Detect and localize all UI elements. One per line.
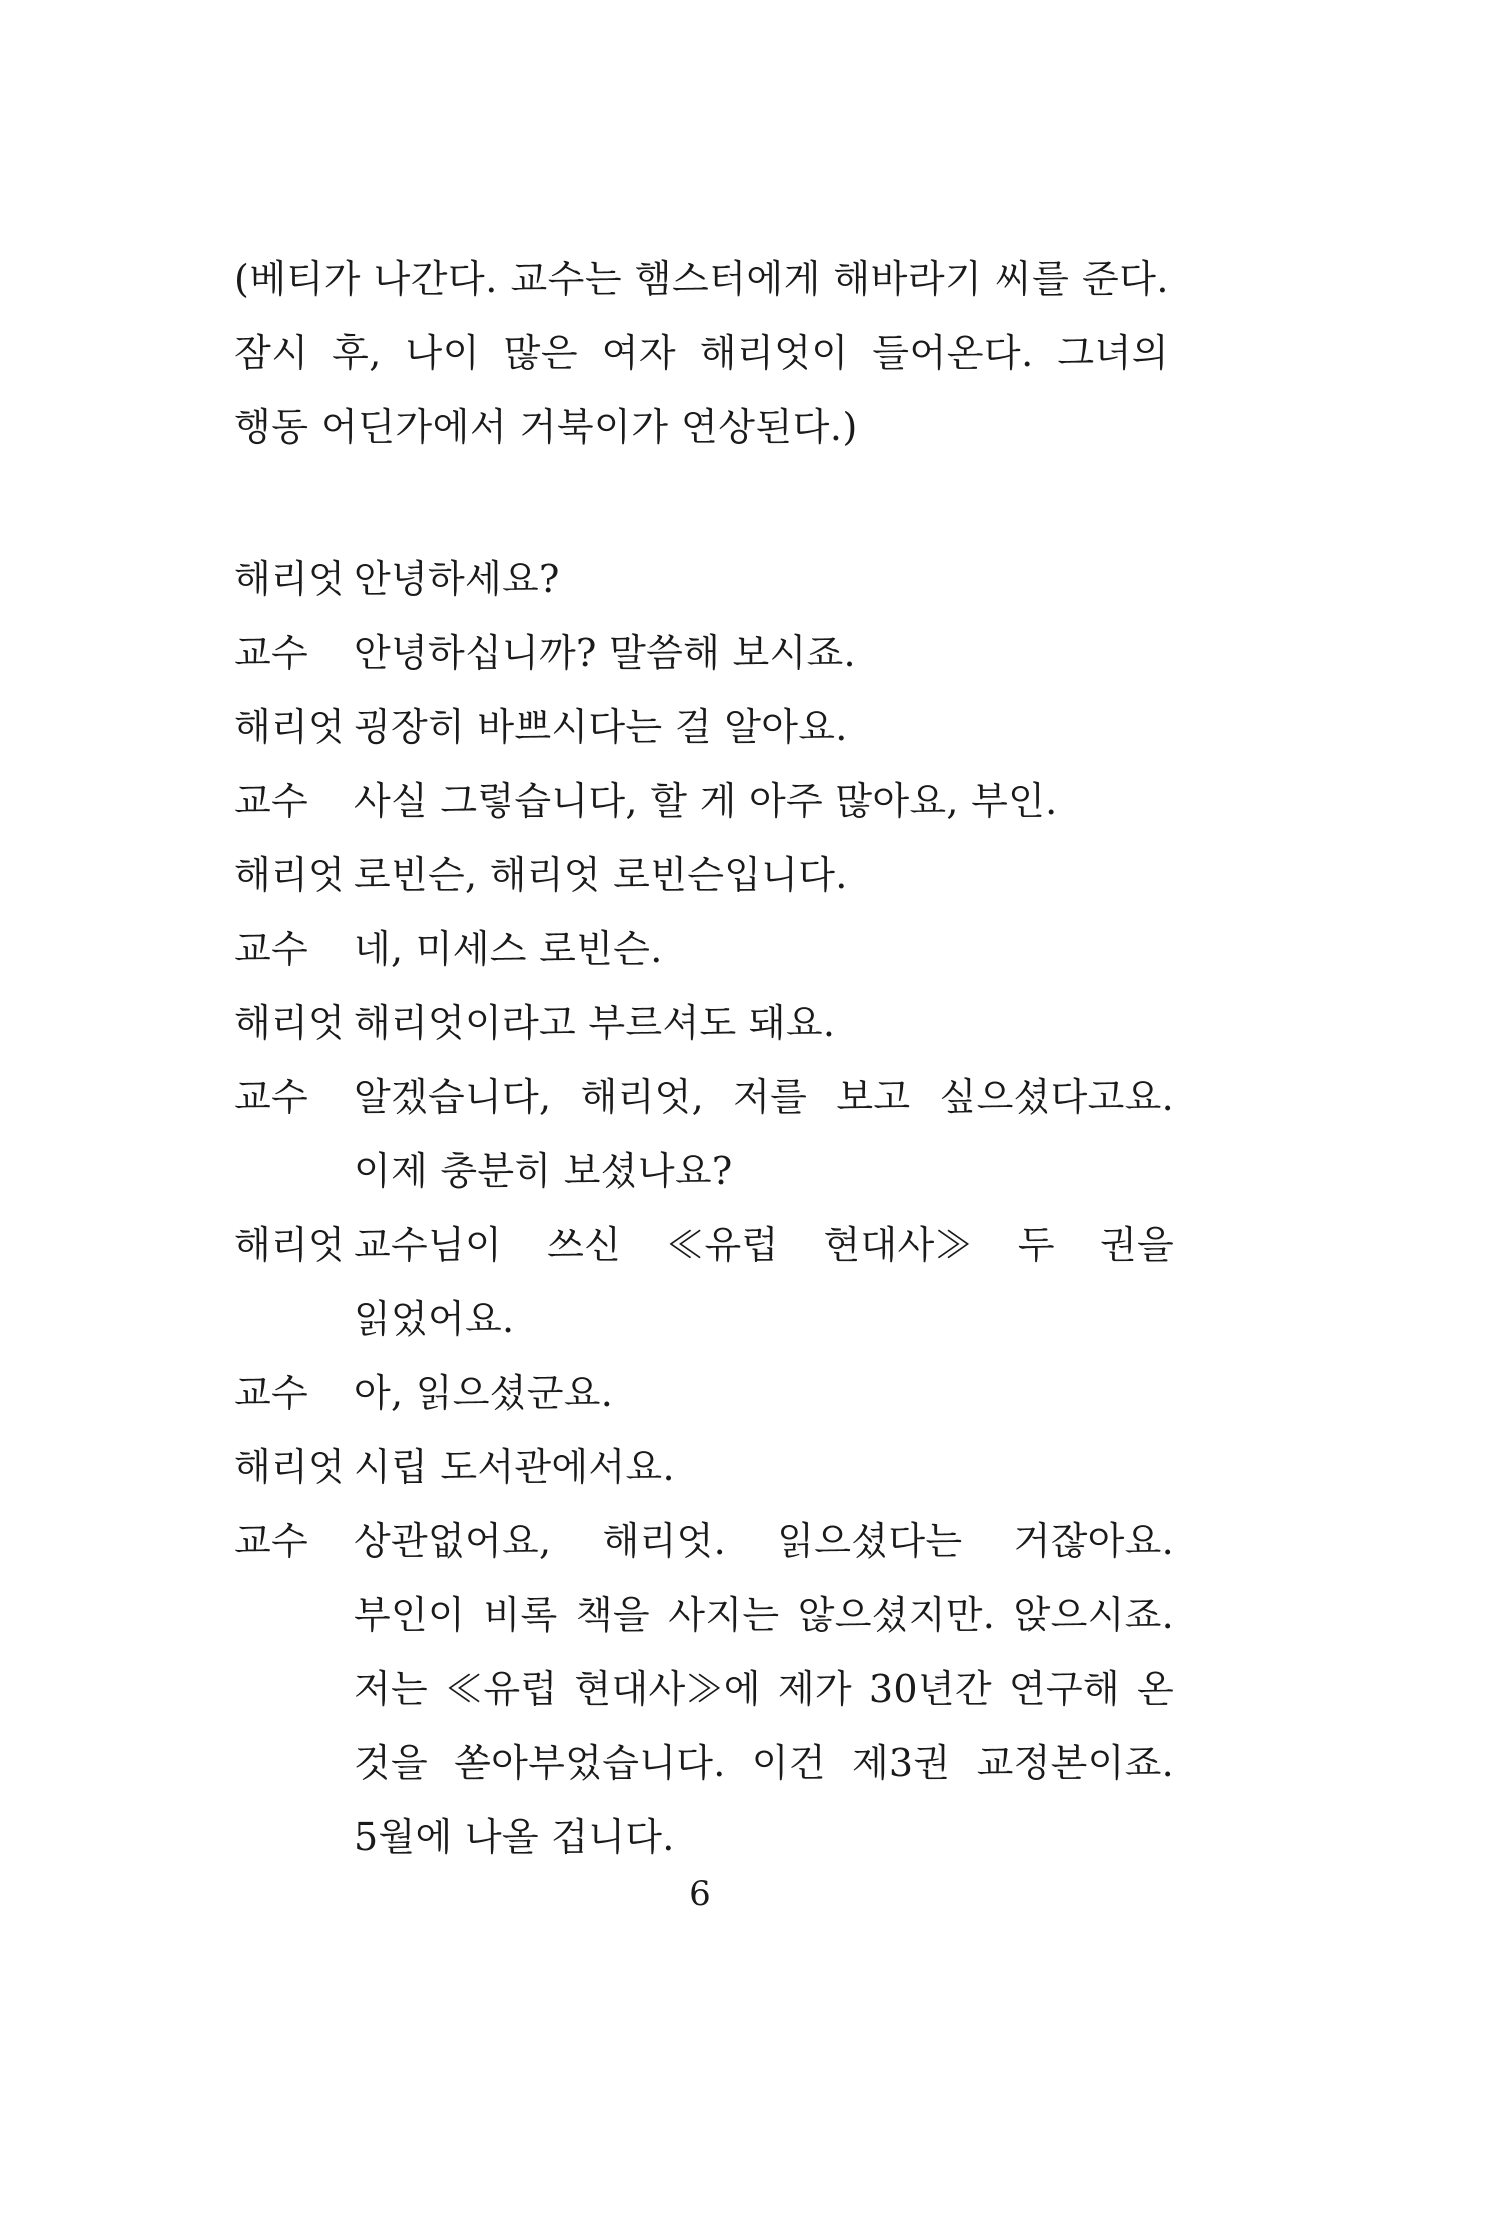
speaker-name: 교수 <box>234 927 309 971</box>
dialogue-line <box>234 616 1174 690</box>
speech-text: 시립 도서관에서요. <box>354 1445 675 1489</box>
dialogue-line <box>234 542 1174 616</box>
speech-text: 상관없어요, 해리엇. 읽으셨다는 거잖아요. 부인이 비록 책을 사지는 않으셨지만. 앉으시죠. 저는 ≪유럽 현대사≫에 제가 30년간 연구해 온 것을 쏟아부었습니다. 이건 제3권 교정본이죠. 5월에 나올 겁니다. <box>354 1519 1174 1859</box>
speaker-name: 해리엇 <box>234 705 346 749</box>
speaker-name: 해리엇 <box>234 1001 346 1045</box>
dialogue-line <box>234 1430 1174 1504</box>
dialogue-line <box>234 690 1174 764</box>
speech-text: 안녕하십니까? 말씀해 보시죠. <box>354 631 856 675</box>
speaker-name: 교수 <box>234 631 309 675</box>
speech-text: 해리엇이라고 부르셔도 돼요. <box>354 1001 836 1045</box>
speaker-name: 해리엇 <box>234 557 346 601</box>
dialogue-line <box>234 1060 1174 1208</box>
dialogue-line <box>234 986 1174 1060</box>
dialogue-line <box>234 764 1174 838</box>
speaker-name: 교수 <box>234 1371 309 1415</box>
speech-text: 사실 그렇습니다, 할 게 아주 많아요, 부인. <box>354 779 1058 823</box>
dialogue-line <box>234 1208 1174 1356</box>
speaker-name: 해리엇 <box>234 1445 346 1489</box>
speech-text: 네, 미세스 로빈슨. <box>354 927 663 971</box>
page-number: 6 <box>689 1874 711 1914</box>
speaker-name: 해리엇 <box>234 853 346 897</box>
dialogue-line <box>234 838 1174 912</box>
speech-text: 굉장히 바쁘시다는 걸 알아요. <box>354 705 848 749</box>
speaker-name: 교수 <box>234 1519 309 1563</box>
speech-text: 로빈슨, 해리엇 로빈슨입니다. <box>354 853 848 897</box>
speaker-name: 교수 <box>234 779 309 823</box>
dialogue-line <box>234 1356 1174 1430</box>
dialogue-list <box>234 542 1174 1874</box>
speech-text: 알겠습니다, 해리엇, 저를 보고 싶으셨다고요. 이제 충분히 보셨나요? <box>354 1075 1174 1193</box>
speaker-name: 교수 <box>234 1075 309 1119</box>
stage-direction: (베티가 나간다. 교수는 햄스터에게 해바라기 씨를 준다. 잠시 후, 나이 많은 여자 해리엇이 들어온다. 그녀의 행동 어딘가에서 거북이가 연상된다.) <box>234 257 1169 449</box>
dialogue-line <box>234 1504 1174 1874</box>
speaker-name: 해리엇 <box>234 1223 346 1267</box>
dialogue-line <box>234 912 1174 986</box>
speech-text: 안녕하세요? <box>354 557 560 601</box>
speech-text: 교수님이 쓰신 ≪유럽 현대사≫ 두 권을 읽었어요. <box>354 1223 1174 1341</box>
speech-text: 아, 읽으셨군요. <box>354 1371 614 1415</box>
